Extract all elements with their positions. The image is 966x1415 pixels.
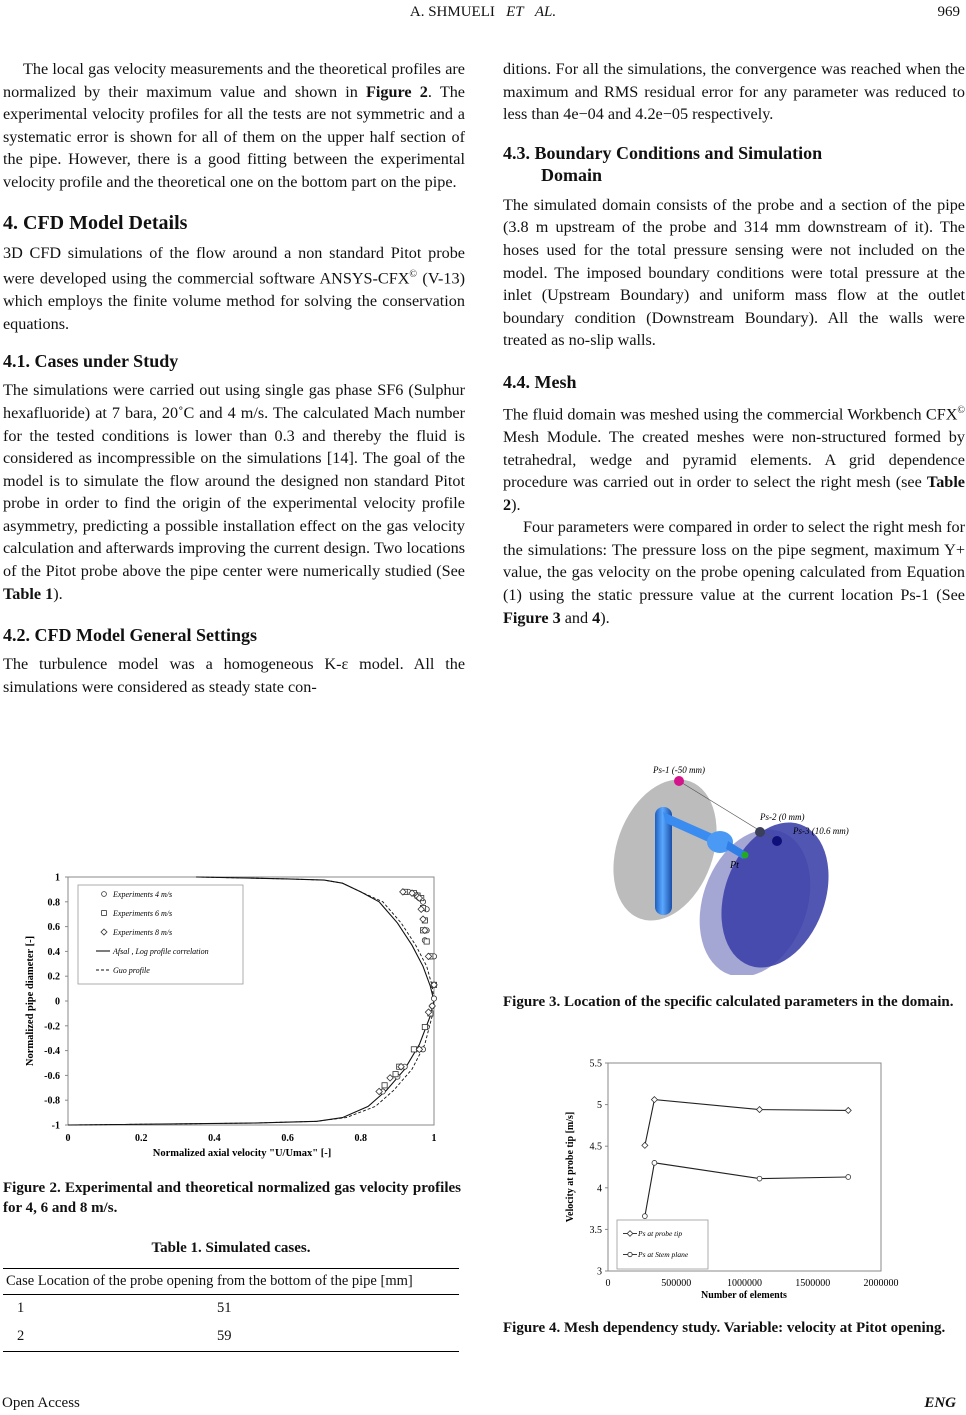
svg-text:Ps at Stem plane: Ps at Stem plane bbox=[638, 1250, 689, 1259]
authors-al: AL. bbox=[534, 4, 557, 20]
svg-text:Experiments 8 m/s: Experiments 8 m/s bbox=[113, 928, 173, 937]
table-1-caption: Table 1. Simulated cases. bbox=[151, 1240, 311, 1256]
figure-3-diagram bbox=[600, 755, 880, 975]
section-4-1-text: The simulations were carried out using single gas phase SF6 (Sulphur hexafluoride) at 7 bara, 20˚C and 4 m/s. The calculated Mach number for the tested conditions is lower than 0.3 and thereby the fluid is considered as incompressible on the simulations [14]. The goal of the model is to simulate the flow around the designed non standard Pitot probe in order to find the origin of the experimental velocity profile asymmetry, predicting a possible installation effect on the gas velocity calculation and afterwards improving the current design. Two locations of the Pitot probe above the pipe center were numerically studied (See Table 1). bbox=[3, 381, 465, 603]
svg-text:Ps at probe tip: Ps at probe tip bbox=[638, 1229, 683, 1238]
footer-open-access: Open Access bbox=[2, 1395, 80, 1411]
svg-text:0.8: 0.8 bbox=[47, 897, 60, 909]
svg-text:1500000: 1500000 bbox=[795, 1278, 831, 1289]
table1-ref[interactable]: Table 1 bbox=[3, 584, 54, 603]
footer-journal: ENG bbox=[924, 1395, 956, 1411]
svg-text:0: 0 bbox=[65, 1133, 71, 1144]
figure-2-xlabel: Normalized axial velocity "U/Umax" [-] bbox=[152, 1148, 332, 1159]
svg-text:-0.8: -0.8 bbox=[44, 1095, 60, 1107]
svg-text:5: 5 bbox=[597, 1100, 602, 1112]
svg-text:0: 0 bbox=[55, 996, 60, 1008]
figure-4-legend bbox=[617, 1220, 708, 1269]
authors-et: ET bbox=[506, 4, 524, 20]
figure-4-ylabel: Velocity at probe tip [m/s] bbox=[565, 1111, 576, 1223]
svg-text:2000000: 2000000 bbox=[863, 1278, 899, 1289]
svg-text:Afsal , Log profile correlatio: Afsal , Log profile correlation bbox=[113, 947, 209, 956]
svg-text:1000000: 1000000 bbox=[727, 1278, 762, 1289]
svg-text:0.2: 0.2 bbox=[47, 971, 60, 983]
svg-text:1: 1 bbox=[431, 1133, 437, 1144]
svg-text:0.6: 0.6 bbox=[281, 1133, 294, 1144]
table2-ref[interactable]: Table 2 bbox=[503, 473, 965, 514]
svg-text:-1: -1 bbox=[51, 1120, 60, 1132]
ps3-marker bbox=[772, 836, 782, 846]
authors-main: A. SHMUELI bbox=[409, 4, 495, 20]
section-4-title: 4. CFD Model Details bbox=[3, 211, 188, 234]
right-column bbox=[503, 58, 965, 629]
section-4-2-title: 4.2. CFD Model General Settings bbox=[3, 625, 257, 646]
running-head-authors bbox=[0, 4, 966, 21]
svg-text:0: 0 bbox=[605, 1278, 611, 1289]
pt-marker bbox=[742, 852, 749, 859]
figure-4-chart bbox=[560, 1050, 910, 1310]
figure2-ref[interactable]: Figure 2 bbox=[366, 82, 428, 101]
svg-text:1: 1 bbox=[55, 872, 60, 884]
page-header bbox=[0, 4, 966, 28]
section-4-2-text: The turbulence model was a homogeneous K-ε model. All the simulations were considered as steady state con- bbox=[3, 655, 465, 696]
svg-text:-0.6: -0.6 bbox=[44, 1070, 60, 1082]
svg-text:-0.2: -0.2 bbox=[44, 1021, 60, 1033]
figure-2-ylabel: Normalized pipe diameter [-] bbox=[25, 935, 36, 1067]
ps2-marker bbox=[755, 827, 765, 837]
svg-text:5.5: 5.5 bbox=[589, 1058, 602, 1070]
svg-text:Experiments 6 m/s: Experiments 6 m/s bbox=[113, 909, 173, 918]
table-row: 2 59 bbox=[3, 1323, 459, 1352]
ps1-label: Ps-1 (-50 mm) bbox=[653, 765, 705, 775]
left-column bbox=[3, 58, 465, 698]
figure-4-xlabel: Number of elements bbox=[701, 1290, 787, 1301]
figure-4-caption: Figure 4. Mesh dependency study. Variable: velocity at Pitot opening. bbox=[503, 1320, 946, 1336]
svg-text:0.4: 0.4 bbox=[208, 1133, 221, 1144]
figure3-ref[interactable]: Figure 3 bbox=[503, 608, 561, 627]
section-4-4-text: The fluid domain was meshed using the commercial Workbench CFX© Mesh Module. The created meshes were non-structured formed by tetrahedral, wedge and pyramid elements. A grid dependence procedure was carried out in order to select the right mesh (see Table 2). bbox=[503, 404, 965, 514]
svg-text:Experiments 4 m/s: Experiments 4 m/s bbox=[113, 890, 173, 899]
figure-2-caption: Figure 2. Experimental and theoretical normalized gas velocity profiles for 4, 6 and 8 m/s. bbox=[3, 1180, 461, 1216]
section-4-3-title: 4.3. Boundary Conditions and Simulation Domain bbox=[503, 142, 823, 185]
section-4-4-title: 4.4. Mesh bbox=[503, 371, 577, 392]
ps1-marker bbox=[674, 776, 684, 786]
figure4-ref[interactable]: 4 bbox=[592, 608, 601, 627]
svg-text:3.5: 3.5 bbox=[589, 1224, 602, 1236]
page-number: 969 bbox=[937, 4, 960, 20]
figure-2-chart bbox=[20, 868, 460, 1160]
svg-text:4.5: 4.5 bbox=[589, 1141, 602, 1153]
svg-text:Guo profile: Guo profile bbox=[113, 966, 150, 975]
svg-text:4: 4 bbox=[597, 1183, 602, 1195]
svg-text:0.8: 0.8 bbox=[354, 1133, 368, 1144]
ps2-label: Ps-2 (0 mm) bbox=[760, 812, 805, 822]
svg-text:0.2: 0.2 bbox=[134, 1133, 148, 1144]
section-4-text: 3D CFD simulations of the flow around a non standard Pitot probe were developed using the commercial software ANSYS-CFX© (V-13) which employs the finite volume method for solving the conservation equations. bbox=[3, 243, 465, 333]
table-1 bbox=[3, 1268, 459, 1352]
figure-3-caption: Figure 3. Location of the specific calculated parameters in the domain. bbox=[503, 994, 954, 1010]
section-4-4-text-2: Four parameters were compared in order to select the right mesh for the simulations: The pressure loss on the pipe segment, maximum Y+ value, the gas velocity on the probe opening calculated from Equation (1) using the static pressure value at the current location Ps-1 (See Figure 3 and 4). bbox=[503, 518, 965, 627]
table-header-case: Case Location of the probe opening from the bottom of the pipe [mm] bbox=[3, 1269, 459, 1295]
paragraph-intro: The local gas velocity measurements and the theoretical profiles are normalized by their maximum value and shown in Figure 2. The experimental velocity profiles for all the tests are not symmetric and a systematic error is shown for all of them on the upper half section of the pipe. However, there is a good fitting between the experimental velocity profile and the theoretical one on the bottom part on the pipe. bbox=[3, 60, 465, 191]
svg-text:3: 3 bbox=[597, 1266, 602, 1278]
svg-text:500000: 500000 bbox=[661, 1278, 692, 1289]
table-row: 1 51 bbox=[17, 1300, 232, 1316]
section-4-1-title: 4.1. Cases under Study bbox=[3, 351, 179, 372]
section-4-3-text: The simulated domain consists of the probe and a section of the pipe (3.8 m upstream of the probe and 314 mm downstream of it). The hoses used for the total pressure sensing were not included on the model. The imposed boundary conditions were total pressure at the inlet (Upstream Boundary) and uniform mass flow at the outlet boundary condition (Downstream Boundary). All the walls were treated as no-slip walls. bbox=[503, 195, 965, 350]
svg-text:0.6: 0.6 bbox=[47, 922, 60, 934]
pt-label: Pt bbox=[730, 860, 739, 871]
svg-text:-0.4: -0.4 bbox=[44, 1046, 60, 1058]
paragraph-convergence: ditions. For all the simulations, the convergence was reached when the maximum and RMS residual error for any parameter was reduced to less than 4e−04 and 4.2e−05 respectively. bbox=[503, 60, 965, 124]
svg-text:0.4: 0.4 bbox=[47, 946, 60, 958]
ps3-label: Ps-3 (10.6 mm) bbox=[793, 826, 849, 836]
